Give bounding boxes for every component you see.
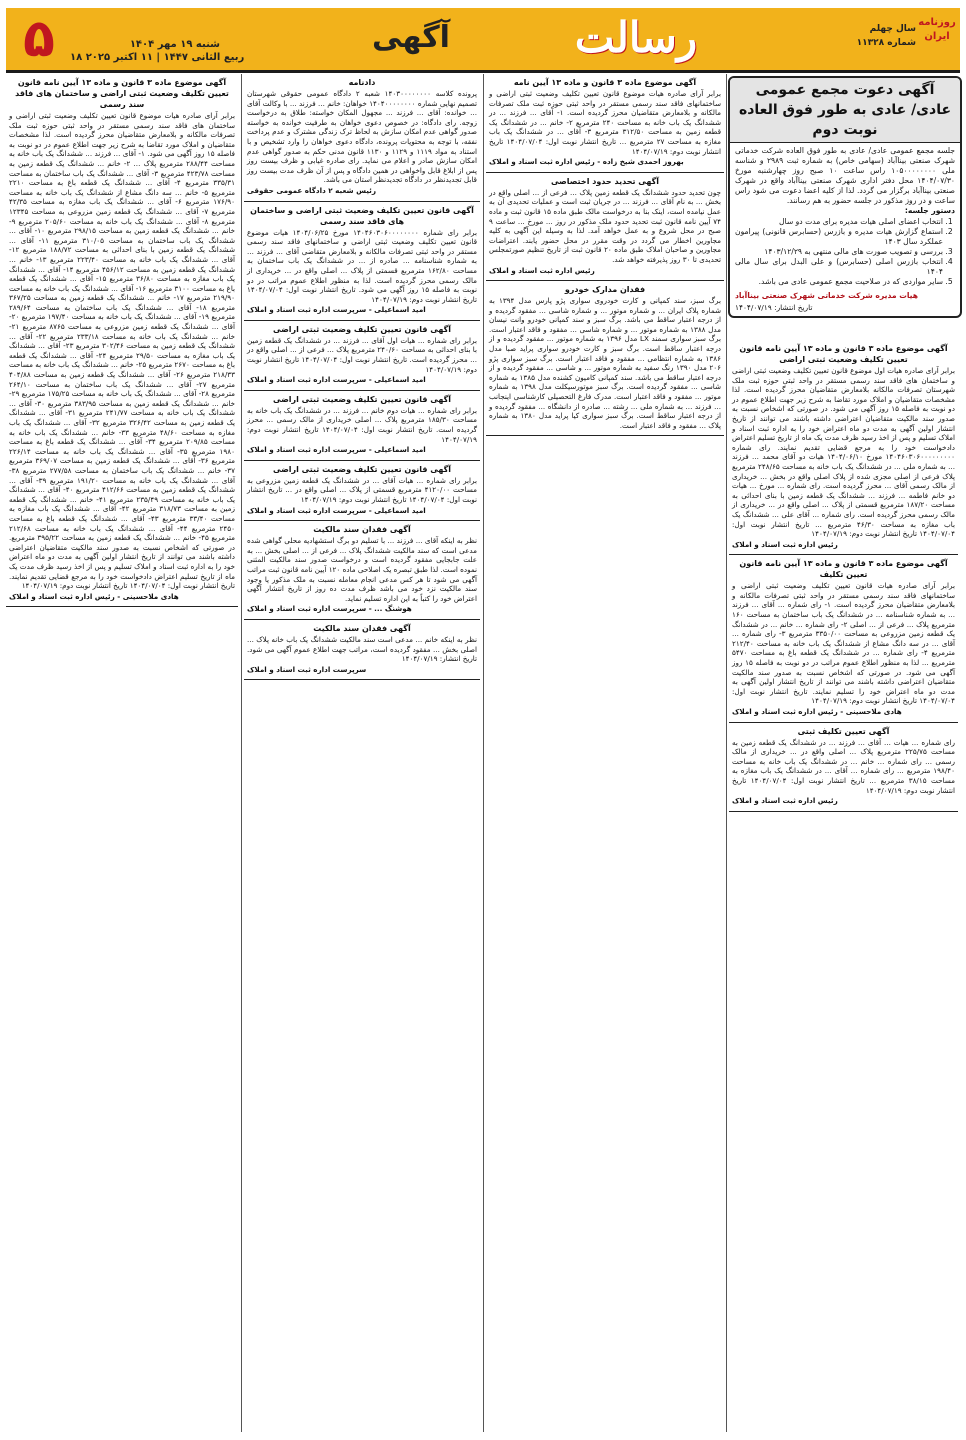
notice-title: آگهی تحدید حدود اختصاصی (550, 176, 660, 186)
notice-signature: سرپرست اداره ثبت اسناد و املاک (247, 664, 367, 674)
notice-signature: امید اسماعیلی - سرپرست اداره ثبت اسناد و املاک (247, 505, 426, 515)
notice-body: برگ سبز، سند کمپانی و کارت خودروی سواری پژو پارس مدل ۱۳۹۴ به شماره پلاک ایران ... و شماره موتور ... و شماره شاسی ... مفقود گردیده و از درجه اعتبار ساقط می باشد. برگ سبز و سند کمپانی خودرو وانت نیسان مدل ۱۳۸۸ به شماره موتور ... و شماره شاسی ... مفقود و فاقد اعتبار است. برگ سبز سواری سمند LX مدل ۱۳۹۶ به شماره موتور ... مفقود گردیده و از درجه اعتبار ساقط است. برگ سبز و کارت خودرو سواری پراید صبا مدل ۱۳۸۶ به شماره انتظامی ... مفقود و فاقد اعتبار است. برگ سبز سواری پژو ۲۰۶ مدل ۱۳۹۰ رنگ سفید به شماره موتور ... و شاسی ... مفقود گردیده و از درجه اعتبار ساقط می باشد. سند کمپانی کامیون کشنده مدل ۱۳۸۵ به شماره شاسی ... مفقود گردیده است. برگ سبز موتورسیکلت مدل ۱۳۹۸ به شماره موتور ... مفقود و فاقد اعتبار است. مدرک فارغ التحصیلی کارشناسی اینجانب ... فرزند ... به شماره ملی ... رشته ... صادره از دانشگاه ... مفقود گردیده و از درجه اعتبار ساقط است. برگ سبز سواری کیا پراید مدل ۱۳۸۰ به شماره پلاک ... مفقود و فاقد اعتبار است. (489, 296, 722, 430)
issue-meta (846, 22, 916, 50)
notice-signature: هوشنگ ... - سرپرست اداره ثبت اسناد و املاک (247, 604, 412, 614)
legal-notice (486, 74, 724, 173)
notice-title: آگهی قانون تعیین تکلیف وضعیت ثبتی اراضی و ساختمان های فاقد سند رسمی (250, 205, 474, 226)
legal-notice (486, 281, 724, 436)
legal-notice (6, 74, 238, 607)
notice-signature: رئیس اداره ثبت اسناد و املاک (732, 539, 838, 549)
notice-title: آگهی موضوع ماده ۳ قانون و ماده ۱۳ آیین نامه قانون تعیین تکلیف وضعیت ثبتی اراضی و ساختمان های فاقد سند رسمی (15, 78, 229, 109)
notice-title: دادنامه (348, 78, 376, 87)
notice-title: آگهی قانون تعیین تکلیف وضعیت ثبتی اراضی (272, 464, 452, 474)
notice-body: برابر آرای صادره هیات اول موضوع قانون تعیین تکلیف وضعیت ثبتی اراضی و ساختمان های فاقد سند رسمی مستقر در واحد ثبتی حوزه ثبت ملک شهرستان تصرفات مالکانه بلامعارض متقاضیان محرز گردیده است. لذا مشخصات متقاضیان و املاک مورد تقاضا به شرح زیر جهت اطلاع عموم در دو نوبت به فاصله ۱۵ روز آگهی می شود. در صورتی که اشخاص نسبت به صدور سند مالکیت متقاضیان اعتراضی داشته باشند می توانند از تاریخ انتشار اولین آگهی به مدت دو ماه اعتراض خود را به اداره ثبت اسناد و املاک تسلیم و پس از اخذ رسید ظرف مدت یک ماه از تاریخ تسلیم اعتراض دادخواست خود را به مرجع قضایی تقدیم نمایند. رای شماره ۱۴۰۴۶۰۳۰۶۰۰۰۰۰۰۰۰۰ مورخ ۱۴۰۴/۰۶/۱۰ هیات دو آقای محمد ... فرزند ... به شماره ملی ... در ششدانگ یک باب خانه به مساحت ۲۴۸/۶۵ مترمربع پلاک فرعی از اصلی مجزی شده از پلاک اصلی واقع در بخش ... خریداری از مالک رسمی آقای ... محرز گردیده است. رای شماره ... مورخ ... هیات دو خانم فاطمه ... فرزند ... ششدانگ یک قطعه زمین با بنای احداثی به مساحت ۱۸۷/۲۰ مترمربع قسمتی از پلاک ... اصلی واقع در ... خریداری از مالک رسمی محرز گردیده است. رای شماره ... آقای علی ... ششدانگ یک باب مغازه به مساحت ۴۶/۳۰ مترمربع ... تاریخ انتشار نوبت اول: ۱۴۰۴/۰۷/۰۴ تاریخ انتشار نوبت دوم: ۱۴۰۴/۰۷/۱۹ (732, 366, 955, 539)
notice-body: برابر آرای صادره هیات موضوع قانون تعیین تکلیف وضعیت ثبتی اراضی و ساختمانهای فاقد سند رسمی مستقر در واحد ثبتی حوزه ثبت ملک تصرفات مالکانه و بلامعارض متقاضیان محرز گردیده است. ۱- آقای ... فرزند ... در ششدانگ یک باب خانه به مساحت ۲۴۰ مترمربع ۲- خانم ... در ششدانگ یک قطعه زمین به مساحت ۳۱۲/۵۰ مترمربع ۳- آقای ... در ششدانگ یک باب مغازه به مساحت ۲۷ مترمربع ... تاریخ انتشار نوبت اول: ۱۴۰۴/۰۷/۰۴ تاریخ انتشار نوبت دوم: ۱۴۰۴/۰۷/۱۹ (489, 89, 722, 156)
notice-body: برابر رای شماره ... هیات آقای ... در ششدانگ یک قطعه زمین مزروعی به مساحت ۴۱۲۰/۰۰ مترمربع قسمتی از پلاک ... اصلی واقع در ... تاریخ انتشار نوبت اول: ۱۴۰۴/۰۷/۰۴ تاریخ انتشار نوبت دوم: ۱۴۰۴/۰۷/۱۹ (247, 475, 477, 504)
page-number: ۵ (23, 9, 55, 69)
issue-date-solar: شنبه ۱۹ مهر ۱۴۰۴ (129, 39, 220, 50)
notice-signature: بهروز احمدی شیخ زاده - رئیس اداره ثبت اسناد و املاک (489, 157, 684, 167)
section-title: آگهی (372, 20, 450, 55)
legal-notice (486, 173, 724, 281)
column-divider (726, 74, 727, 1432)
featured-ad-body (730, 143, 960, 291)
agenda-label: دستور جلسه: (904, 206, 955, 215)
notice-signature: امید اسماعیلی - سرپرست اداره ثبت اسناد و املاک (247, 305, 426, 315)
agenda-item: 5. سایر مواردی که در صلاحیت مجمع عمومی عادی می باشد. (735, 277, 943, 287)
column-4 (6, 74, 238, 1432)
notice-body: رای شماره ... هیات ... آقای ... فرزند ... در ششدانگ یک قطعه زمین به مساحت ۲۲۵/۷۵ مترمربع پلاک ... اصلی واقع در ... خریداری از مالک رسمی ... رای شماره ... خانم ... در ششدانگ یک باب خانه به مساحت ۱۹۸/۴۰ مترمربع ... رای شماره ... آقای ... در ششدانگ یک باب مغازه به مساحت ۳۸/۱۵ مترمربع ... تاریخ انتشار نوبت اول: ۱۴۰۴/۰۷/۰۴ تاریخ انتشار نوبت دوم: ۱۴۰۴/۰۷/۱۹ (732, 737, 955, 795)
notice-signature: هادی ملاحسینی - رئیس اداره ثبت اسناد و املاک (732, 707, 902, 716)
notice-signature: هادی ملاحسینی - رئیس اداره ثبت اسناد و املاک (9, 591, 179, 601)
brand-mark: روزنامه ایران (918, 17, 956, 42)
notice-title: فقدان مدارک خودرو (564, 285, 646, 295)
column-divider (483, 74, 484, 1432)
agenda-item: 1. انتخاب اعضای اصلی هیات مدیره برای مدت دو سال (735, 217, 943, 227)
agenda-item: 2. استماع گزارش هیات مدیره و بازرس (حسابرس قانونی) پیرامون عملکرد سال ۱۴۰۳ (735, 227, 943, 247)
notice-title: آگهی قانون تعیین تکلیف وضعیت ثبتی اراضی (272, 324, 452, 334)
featured-ad-intro: جلسه مجمع عمومی عادی/ عادی به طور فوق العاده شرکت خدماتی شهرک صنعتی بیناآباد (سهامی خاص) به شماره ثبت ۲۹۸۹ و شناسه ملی ۱۰۵۰۰۰۰۰۰۰۰ راس ساعت ۱۰ صبح روز چهارشنبه مورخ ۱۴۰۴/۰۷/۳۰ محل دفتر اداری شهرک صنعتی بیناآباد واقع در شهرک صنعتی بیناآباد برگزار می گردد. لذا از کلیه اعضا دعوت می شود راس ساعت و در روز مذکور در جلسه حضور به هم رسانند. (735, 146, 955, 205)
column-1 (729, 340, 958, 1432)
legal-notice (244, 620, 480, 680)
notice-signature: امید اسماعیلی - سرپرست اداره ثبت اسناد و املاک (247, 445, 426, 455)
legal-notice (244, 202, 480, 321)
notice-title: آگهی تعیین تکلیف ثبتی (797, 726, 890, 736)
issue-number: شماره ۱۱۳۲۸ (856, 38, 916, 48)
legal-notice (729, 723, 958, 812)
notice-body: نظر به اینکه خانم ... مدعی است سند مالکیت ششدانگ یک باب خانه پلاک ... اصلی بخش ... مفقود گردیده است، مراتب جهت اطلاع عموم آگهی می شود. تاریخ انتشار: ۱۴۰۴/۰۷/۱۹ (247, 634, 477, 664)
newspaper-logo: رسالت (574, 13, 698, 62)
agenda-item: 4. انتخاب بازرس اصلی (حسابرس) و علی البدل برای سال مالی ۱۴۰۴ (735, 257, 943, 277)
notice-title: آگهی موضوع ماده ۳ قانون و ماده ۱۳ آیین نامه قانون تعیین تکلیف (739, 559, 948, 580)
legal-notice (244, 74, 480, 202)
masthead (6, 8, 960, 73)
column-divider (241, 74, 242, 1432)
notice-title: آگهی فقدان سند مالکیت (313, 623, 411, 633)
notice-signature: رئیس اداره ثبت اسناد و املاک (732, 796, 838, 806)
column-2 (486, 74, 724, 1432)
notice-body: نظر به اینکه آقای ... فرزند ... با تسلیم دو برگ استشهادیه محلی گواهی شده مدعی است که سند مالکیت ششدانگ پلاک ... فرعی از ... اصلی بخش ... به علت جابجایی مفقود گردیده است و درخواست صدور سند مالکیت المثنی نموده است. لذا طبق تبصره یک اصلاحی ماده ۱۲۰ آیین نامه قانون ثبت مراتب آگهی می شود تا هر کس مدعی انجام معامله نسبت به ملک مذکور یا وجود سند مالکیت نزد خود می باشد ظرف مدت ده روز از تاریخ انتشار آگهی اعتراض خود را کتباً به این اداره تسلیم نماید. (247, 536, 478, 603)
legal-notice (244, 391, 480, 461)
notice-body: برابر رای شماره ... هیات دوم خانم ... فرزند ... در ششدانگ یک باب خانه به مساحت ۱۸۵/۳۰ مترمربع پلاک ... اصلی خریداری از مالک رسمی ... محرز گردیده است. تاریخ انتشار نوبت اول: ۱۴۰۴/۰۷/۰۴ تاریخ انتشار نوبت دوم: ۱۴۰۴/۰۷/۱۹ (247, 405, 478, 444)
notice-signature: رئیس اداره ثبت اسناد و املاک (489, 265, 595, 275)
notice-title: آگهی موضوع ماده ۳ قانون و ماده ۱۳ آیین نامه قانون تعیین تکلیف وضعیت ثبتی اراضی (739, 344, 948, 364)
featured-ad-date: تاریخ انتشار: ۱۴۰۴/۰۷/۱۹ (735, 303, 813, 312)
featured-ad-title: آگهی دعوت مجمع عمومی عادی/ عادی به طور فوق العاده نوبت دوم (730, 78, 960, 143)
notice-body: چون تحدید حدود ششدانگ یک قطعه زمین پلاک ... فرعی از ... اصلی واقع در بخش ... به نام آقای ... فرزند ... در جریان ثبت است و عملیات تحدیدی آن به عمل نیامده است، اینک بنا به درخواست مالک طبق ماده ۱۵ قانون ثبت و ماده ۷۴ آیین نامه قانون ثبت تحدید حدود ملک مذکور در روز ... مورخ ... ساعت ۹ صبح در محل شروع و به عمل خواهد آمد. لذا به وسیله این آگهی به کلیه مجاورین اخطار می گردد در وقت مقرر در محل حضور یابند. اعتراضات مجاورین و صاحبان املاک طبق ماده ۲۰ قانون ثبت از تاریخ تنظیم صورتمجلس تحدیدی تا ۳۰ روز پذیرفته خواهد شد. (489, 187, 721, 264)
column-3 (244, 74, 480, 1432)
agenda-item: 3. بررسی و تصویب صورت های مالی منتهی به ۱۴۰۳/۱۲/۲۹ (735, 247, 943, 257)
notice-signature: امید اسماعیلی - سرپرست اداره ثبت اسناد و املاک (247, 375, 426, 385)
notice-title: آگهی قانون تعیین تکلیف وضعیت ثبتی اراضی (272, 394, 452, 404)
issue-date-other: ۱۸ ربیع الثانی ۱۴۴۷ | ۱۱ اکتبر ۲۰۲۵ (70, 52, 245, 63)
notice-title: آگهی موضوع ماده ۳ قانون و ماده ۱۳ آیین نامه (513, 78, 697, 87)
legal-notice (729, 340, 958, 555)
notice-body: برابر رای شماره ... هیات اول آقای ... فرزند ... در ششدانگ یک قطعه زمین با بنای احداثی به مساحت ۲۴۰/۶۰ مترمربع پلاک ... فرعی از ... اصلی واقع در ... محرز گردیده است. تاریخ انتشار نوبت اول: ۱۴۰۴/۰۷/۰۴ تاریخ انتشار نوبت دوم: ۱۴۰۴/۰۷/۱۹ (247, 335, 477, 374)
notice-body: برابر رای شماره ۱۴۰۴۶۰۳۰۶۰۰۰۰۰۰۰۰ مورخ ۱۴۰۴/۰۶/۲۵ هیات موضوع قانون تعیین تکلیف وضعیت ثبتی اراضی و ساختمانهای فاقد سند رسمی مستقر در واحد ثبتی تصرفات مالکانه و بلامعارض متقاضی آقای ... فرزند ... به شماره شناسنامه ... صادره از ... در ششدانگ یک باب ساختمان به مساحت ۱۶۲/۸۰ مترمربع قسمتی از پلاک ... اصلی واقع در ... خریداری از مالک رسمی محرز گردیده است. لذا به منظور اطلاع عموم مراتب در دو نوبت به فاصله ۱۵ روز آگهی می شود. تاریخ انتشار نوبت اول: ۱۴۰۴/۰۷/۰۴ تاریخ انتشار نوبت دوم: ۱۴۰۴/۰۷/۱۹ (247, 227, 478, 304)
issue-date (70, 38, 245, 64)
notice-signature: رئیس شعبه ۲ دادگاه عمومی حقوقی (247, 185, 377, 195)
legal-notice (244, 461, 480, 521)
featured-ad-signature: هیات مدیره شرکت خدماتی شهرک صنعتی بیناآباد (735, 291, 919, 300)
notice-body: برابر آرای صادره هیات قانون تعیین تکلیف وضعیت ثبتی اراضی و ساختمانهای فاقد سند رسمی مستقر در واحد ثبتی تصرفات مالکانه و بلامعارض متقاضیان محرز گردیده است. ۱- رای شماره ... آقای ... فرزند ... به شماره شناسنامه ... در ششدانگ یک باب ساختمان به مساحت ۱۶۰ مترمربع پلاک ... فرعی از ... اصلی ۲- رای شماره ... خانم ... در ششدانگ یک قطعه زمین مزروعی به مساحت ۳۳۵۰/۰۰ مترمربع ۳- رای شماره ... آقای ... در سه دانگ مشاع از ششدانگ یک باب خانه به مساحت ۲۱۲/۴۰ مترمربع ۴- رای شماره ... در ششدانگ یک قطعه باغ به مساحت ۵۴۷۰ مترمربع ... لذا به منظور اطلاع عموم مراتب در دو نوبت به فاصله ۱۵ روز آگهی می شود. در صورتی که اشخاص نسبت به صدور سند مالکیت متقاضیان اعتراضی داشته باشند می توانند از تاریخ انتشار اولین آگهی به مدت دو ماه اعتراض خود را تسلیم نمایند. تاریخ انتشار نوبت اول: ۱۴۰۴/۰۷/۰۴ تاریخ انتشار نوبت دوم: ۱۴۰۴/۰۷/۱۹ (732, 581, 956, 706)
notice-body: برابر آرای صادره هیات موضوع قانون تعیین تکلیف وضعیت ثبتی اراضی و ساختمان های فاقد سند رسمی مستقر در واحد ثبتی حوزه ثبت ملک تصرفات مالکانه و بلامعارض متقاضیان محرز گردیده است. لذا مشخصات متقاضیان و املاک مورد تقاضا به شرح زیر جهت اطلاع عموم در دو نوبت به فاصله ۱۵ روز آگهی می شود. ۱- آقای ... فرزند ... ششدانگ یک باب خانه به مساحت ۲۸۸/۴۴ مترمربع پلاک ... ۲- خانم ... ششدانگ یک قطعه زمین به مساحت ۴۲۳/۷۸ مترمربع ۳- آقای ... ششدانگ یک باب ساختمان به مساحت ۳۳۵/۳۱ مترمربع ۴- آقای ... ششدانگ یک قطعه باغ به مساحت ۲۲۱۰ مترمربع ۵- خانم ... سه دانگ مشاع از ششدانگ یک باب خانه به مساحت ۱۷۶/۹۰ مترمربع ۶- آقای ... ششدانگ یک باب مغازه به مساحت ۴۲/۳۵ مترمربع ۷- آقای ... ششدانگ یک قطعه زمین مزروعی به مساحت ۱۲۳۴۵ مترمربع ۸- آقای ... ششدانگ یک باب خانه به مساحت ۲۰۵/۶۰ مترمربع ۹- خانم ... ششدانگ یک قطعه زمین به مساحت ۲۹۸/۱۵ مترمربع ۱۰- آقای ... ششدانگ یک باب ساختمان به مساحت ۳۱۰/۰۵ مترمربع ۱۱- آقای ... ششدانگ یک قطعه زمین با بنای احداثی به مساحت ۱۸۸/۷۲ مترمربع ۱۲- آقای ... ششدانگ یک باب خانه به مساحت ۲۲۳/۴۰ مترمربع ۱۳- خانم ... ششدانگ یک قطعه زمین به مساحت ۴۵۶/۱۲ مترمربع ۱۴- آقای ... ششدانگ یک باب مغازه به مساحت ۳۶/۸۰ مترمربع ۱۵- آقای ... ششدانگ یک قطعه باغ به مساحت ۳۱۰۰ مترمربع ۱۶- آقای ... ششدانگ یک باب خانه به مساحت ۲۱۹/۹۰ مترمربع ۱۷- خانم ... ششدانگ یک قطعه زمین به مساحت ۳۶۷/۲۵ مترمربع ۱۸- آقای ... ششدانگ یک باب ساختمان به مساحت ۲۸۹/۶۴ مترمربع ۱۹- آقای ... ششدانگ یک باب خانه به مساحت ۱۹۷/۴۰ مترمربع ۲۰- آقای ... ششدانگ یک قطعه زمین مزروعی به مساحت ۸۷۶۵ مترمربع ۲۱- خانم ... ششدانگ یک باب خانه به مساحت ۲۳۳/۱۸ مترمربع ۲۲- آقای ... ششدانگ یک قطعه زمین به مساحت ۳۰۲/۴۶ مترمربع ۲۳- آقای ... ششدانگ یک باب مغازه به مساحت ۲۹/۵۰ مترمربع ۲۴- آقای ... ششدانگ یک قطعه باغ به مساحت ۲۶۷۰ مترمربع ۲۵- خانم ... ششدانگ یک باب خانه به مساحت ۲۱۸/۳۳ مترمربع ۲۶- آقای ... ششدانگ یک قطعه زمین به مساحت ۴۰۴/۸۸ مترمربع ۲۷- آقای ... ششدانگ یک باب ساختمان به مساحت ۲۶۴/۱۰ مترمربع ۲۸- آقای ... ششدانگ یک باب خانه به مساحت ۱۷۵/۲۵ مترمربع ۲۹- خانم ... ششدانگ یک قطعه زمین به مساحت ۳۸۳/۹۵ مترمربع ۳۰- آقای ... ششدانگ یک باب خانه به مساحت ۲۴۱/۷۷ مترمربع ۳۱- آقای ... ششدانگ یک قطعه زمین به مساحت ۳۲۶/۴۲ مترمربع ۳۲- آقای ... ششدانگ یک باب مغازه به مساحت ۴۸/۶۰ مترمربع ۳۳- خانم ... ششدانگ یک باب خانه به مساحت ۲۰۹/۸۵ مترمربع ۳۴- آقای ... ششدانگ یک قطعه باغ به مساحت ۱۹۸۰ مترمربع ۳۵- آقای ... ششدانگ یک باب خانه به مساحت ۲۲۶/۱۴ مترمربع ۳۶- آقای ... ششدانگ یک قطعه زمین به مساحت ۳۶۹/۰۷ مترمربع ۳۷- خانم ... ششدانگ یک باب ساختمان به مساحت ۲۷۷/۵۸ مترمربع ۳۸- آقای ... ششدانگ یک باب خانه به مساحت ۱۹۱/۲۰ مترمربع ۳۹- آقای ... ششدانگ یک قطعه زمین به مساحت ۴۱۲/۶۶ مترمربع ۴۰- آقای ... ششدانگ یک باب خانه به مساحت ۲۳۵/۴۹ مترمربع ۴۱- خانم ... ششدانگ یک قطعه زمین به مساحت ۳۱۸/۷۳ مترمربع ۴۲- آقای ... ششدانگ یک باب مغازه به مساحت ۳۳/۴۰ مترمربع ۴۳- آقای ... ششدانگ یک قطعه باغ به مساحت ۲۴۵۰ مترمربع ۴۴- آقای ... ششدانگ یک باب خانه به مساحت ۲۱۲/۶۸ مترمربع ۴۵- خانم ... ششدانگ یک قطعه زمین به مساحت ۳۹۵/۲۲ مترمربع. در صورتی که اشخاص نسبت به صدور سند مالکیت متقاضیان اعتراضی داشته باشند می توانند از تاریخ انتشار اولین آگهی به مدت دو ماه اعتراض خود را به اداره ثبت اسناد و املاک تسلیم و پس از اخذ رسید ظرف مدت یک ماه از تاریخ تسلیم اعتراض دادخواست خود را به مرجع قضایی تقدیم نمایند. تاریخ انتشار نوبت اول: ۱۴۰۴/۰۷/۰۴ تاریخ انتشار نوبت دوم: ۱۴۰۴/۰۷/۱۹ (9, 111, 236, 591)
legal-notice (729, 555, 958, 722)
legal-notice (244, 321, 480, 391)
agenda-list (735, 217, 943, 287)
notice-body: پرونده کلاسه ۱۴۰۳۰۰۰۰۰۰۰۰ شعبه ۲ دادگاه عمومی حقوقی شهرستان تصمیم نهایی شماره ۱۴۰۴۰۰۰۰۰۰۰۰ خواهان: خانم ... فرزند ... با وکالت آقای ... خوانده: آقای ... فرزند ... مجهول المکان خواسته: طلاق به درخواست زوجه. رای دادگاه: در خصوص دعوی خواهان به طرفیت خوانده به خواسته صدور گواهی عدم امکان سازش به لحاظ ترک زندگی مشترک و عدم پرداخت نفقه، با توجه به محتویات پرونده، دادگاه دعوی خواهان را وارد تشخیص و با استناد به مواد ۱۱۱۹ و ۱۱۲۹ و ۱۱۳۰ قانون مدنی حکم به صدور گواهی عدم امکان سازش صادر و اعلام می نماید. رای صادره غیابی و ظرف بیست روز پس از ابلاغ قابل واخواهی در همین دادگاه و پس از آن ظرف مدت بیست روز قابل تجدیدنظر در دادگاه تجدیدنظر استان می باشد. (247, 89, 478, 185)
volume-label: سال چهلم (869, 24, 916, 34)
legal-notice (244, 521, 480, 620)
notice-title: آگهی فقدان سند مالکیت (313, 525, 411, 535)
featured-ad-box (728, 76, 962, 318)
